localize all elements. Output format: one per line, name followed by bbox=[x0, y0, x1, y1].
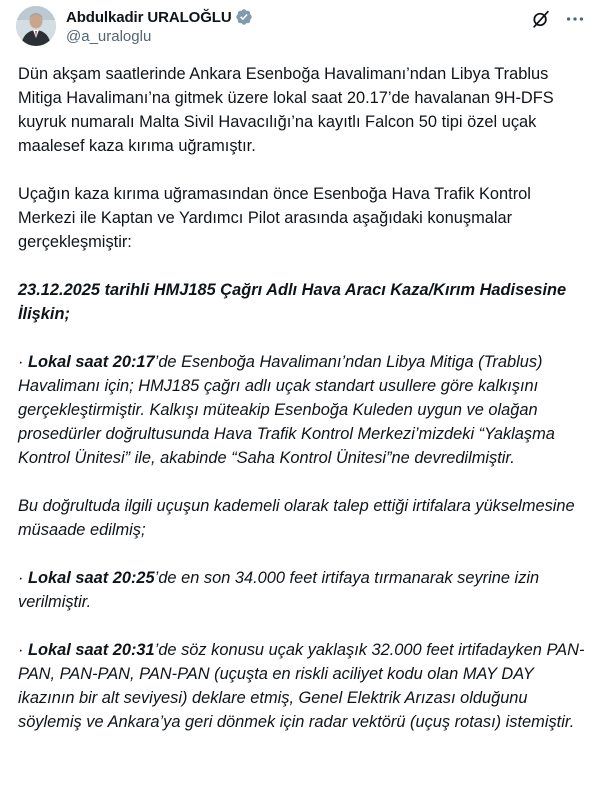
paragraph-text: Bu doğrultuda ilgili uçuşun kademeli olarak talep ettiği irtifalara yükselmesine müsaade edilmiş; bbox=[18, 497, 575, 539]
heading-text: 23.12.2025 tarihli HMJ185 Çağrı Adlı Hava Aracı Kaza/Kırım Hadisesine İlişkin; bbox=[18, 281, 567, 323]
display-name-row bbox=[66, 7, 253, 27]
handle[interactable]: @a_uraloglu bbox=[66, 28, 152, 45]
tweet-item bbox=[18, 350, 590, 470]
avatar-image bbox=[16, 6, 56, 46]
display-name[interactable]: Abdulkadir URALOĞLU bbox=[66, 8, 232, 26]
tweet-item bbox=[18, 566, 590, 614]
item-text: ’de en son 34.000 feet irtifaya tırmanarak seyrine izin verilmiştir. bbox=[18, 569, 540, 611]
verified-badge-icon[interactable] bbox=[235, 8, 253, 26]
more-icon[interactable] bbox=[564, 8, 586, 30]
item-time: Lokal saat 20:31 bbox=[28, 641, 155, 659]
bullet: · bbox=[18, 641, 29, 659]
item-text: ’de söz konusu uçak yaklaşık 32.000 feet irtifadayken PAN-PAN, PAN-PAN, PAN-PAN (uçuşta en riskli aciliyet kodu olan MAY DAY ikazının bir alt seviyesi) deklare etmiş, Genel Elektrik Arızası olduğunu söylemiş ve Ankara’ya geri dönmek için radar vektörü (uçuş rotası) istemiştir. bbox=[18, 641, 585, 731]
item-time: Lokal saat 20:17 bbox=[28, 353, 155, 371]
tweet-header bbox=[16, 6, 588, 50]
paragraph-text: Dün akşam saatlerinde Ankara Esenboğa Havalimanı’ndan Libya Trablus Mitiga Havalimanı’na gitmek üzere lokal saat 20.17’de havalanan 9H-DFS kuyruk numaralı Malta Sivil Havacılığı’na kayıtlı Falcon 50 tipi özel uçak maalesef kaza kırıma uğramıştır. bbox=[18, 65, 554, 155]
bullet: · bbox=[18, 353, 29, 371]
grok-icon[interactable] bbox=[530, 8, 552, 30]
tweet-paragraph bbox=[18, 62, 590, 158]
tweet-heading bbox=[18, 278, 590, 326]
tweet-item bbox=[18, 638, 590, 734]
avatar[interactable] bbox=[16, 6, 56, 46]
tweet-paragraph bbox=[18, 182, 590, 254]
tweet-paragraph bbox=[18, 494, 590, 542]
paragraph-text: Uçağın kaza kırıma uğramasından önce Esenboğa Hava Trafik Kontrol Merkezi ile Kaptan ve Yardımcı Pilot arasında aşağıdaki konuşmalar gerçekleşmiştir: bbox=[18, 185, 531, 251]
author-names bbox=[66, 7, 253, 45]
bullet: · bbox=[18, 569, 29, 587]
item-time: Lokal saat 20:25 bbox=[28, 569, 155, 587]
item-text: ’de Esenboğa Havalimanı’ndan Libya Mitiga (Trablus) Havalimanı için; HMJ185 çağrı adlı uçak standart usullere göre kalkışını gerçekleştirmiştir. Kalkışı müteakip Esenboğa Kuleden uygun ve olağan prosedürler doğrultusunda Hava Trafik Kontrol Merkezi’mizdeki “Yaklaşma Kontrol Ünitesi” ile, akabinde “Saha Kontrol Ünitesi”ne devredilmiştir. bbox=[18, 353, 555, 467]
tweet-text bbox=[18, 62, 590, 758]
